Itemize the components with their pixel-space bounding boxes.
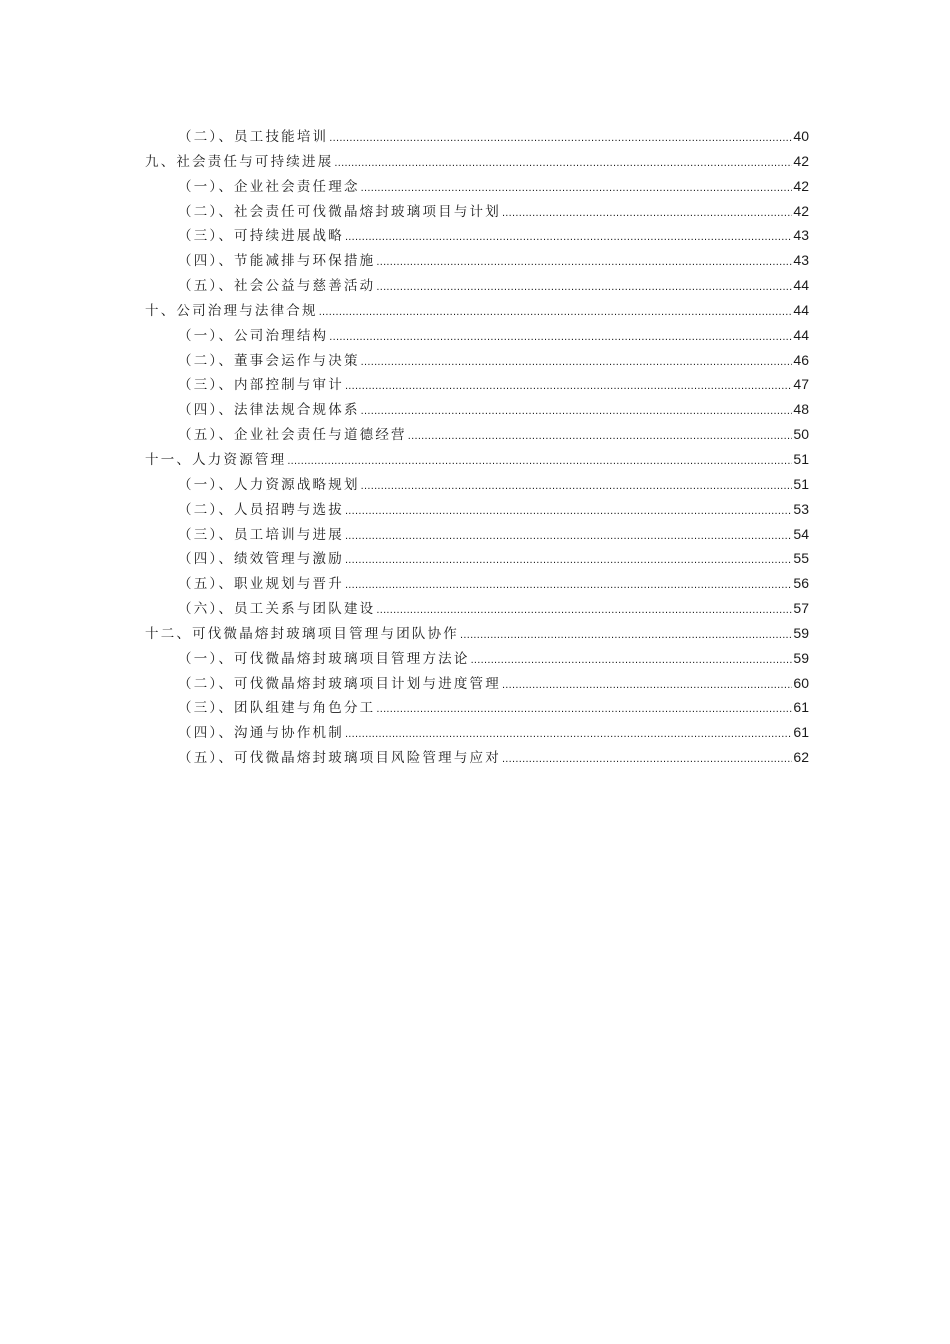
toc-dot-leader [319, 303, 793, 319]
toc-section-entry[interactable] [145, 175, 809, 200]
table-of-contents [145, 125, 809, 771]
toc-section-entry[interactable] [145, 398, 809, 423]
toc-page-number: 54 [793, 525, 809, 542]
toc-section-entry[interactable] [145, 597, 809, 622]
toc-page-number: 47 [793, 376, 809, 393]
toc-page-number: 51 [793, 475, 809, 492]
toc-dot-leader [345, 527, 792, 543]
toc-page-number: 55 [793, 550, 809, 567]
toc-page-number: 53 [793, 500, 809, 517]
toc-section-entry[interactable] [145, 647, 809, 672]
toc-section-entry[interactable] [145, 572, 809, 597]
toc-dot-leader [345, 228, 792, 244]
toc-page-number: 59 [793, 649, 809, 666]
toc-entry-title: （一）、人力资源战略规划 [178, 476, 360, 493]
toc-entry-title: 十、公司治理与法律合规 [145, 302, 318, 319]
toc-entry-title: 九、社会责任与可持续进展 [145, 153, 334, 170]
toc-dot-leader [329, 129, 792, 145]
toc-entry-title: （三）、可持续进展战略 [178, 228, 344, 245]
toc-entry-title: 十一、人力资源管理 [145, 451, 287, 468]
toc-dot-leader [376, 278, 792, 294]
toc-entry-title: （二）、董事会运作与决策 [178, 352, 360, 369]
toc-dot-leader [376, 601, 792, 617]
toc-page-number: 40 [793, 128, 809, 144]
toc-section-entry[interactable] [145, 349, 809, 374]
toc-dot-leader [408, 427, 793, 443]
toc-entry-title: （二）、人员招聘与选拔 [178, 501, 344, 518]
toc-entry-title: （六）、员工关系与团队建设 [178, 601, 376, 618]
toc-dot-leader [361, 353, 793, 369]
toc-page-number: 43 [793, 227, 809, 244]
toc-page-number: 42 [793, 202, 809, 219]
toc-entry-title: （四）、沟通与协作机制 [178, 725, 344, 742]
toc-entry-title: （五）、职业规划与晋升 [178, 576, 344, 593]
toc-entry-title: （一）、企业社会责任理念 [178, 178, 360, 195]
toc-entry-title: （四）、绩效管理与激励 [178, 551, 344, 568]
toc-page-number: 44 [793, 326, 809, 343]
toc-section-entry[interactable] [145, 672, 809, 697]
toc-section-entry[interactable] [145, 249, 809, 274]
toc-section-entry[interactable] [145, 373, 809, 398]
toc-dot-leader [329, 328, 792, 344]
toc-page-number: 42 [793, 177, 809, 194]
toc-page-number: 61 [793, 724, 809, 741]
toc-page-number: 43 [793, 252, 809, 269]
toc-entry-title: （一）、可伐微晶熔封玻璃项目管理方法论 [178, 650, 470, 667]
toc-page-number: 46 [793, 351, 809, 368]
toc-chapter-entry[interactable] [145, 448, 809, 473]
toc-chapter-entry[interactable] [145, 150, 809, 175]
toc-entry-title: （五）、可伐微晶熔封玻璃项目风险管理与应对 [178, 750, 501, 767]
toc-dot-leader [345, 502, 792, 518]
toc-entry-title: （三）、内部控制与审计 [178, 377, 344, 394]
toc-dot-leader [502, 750, 792, 766]
toc-page-number: 44 [793, 277, 809, 294]
toc-page-number: 51 [793, 450, 809, 467]
toc-dot-leader [361, 402, 793, 418]
toc-section-entry[interactable] [145, 274, 809, 299]
toc-page-number: 60 [793, 674, 809, 691]
toc-dot-leader [460, 626, 792, 642]
toc-entry-title: （四）、法律法规合规体系 [178, 402, 360, 419]
toc-entry-title: （二）、社会责任可伐微晶熔封玻璃项目与计划 [178, 203, 501, 220]
toc-entry-title: （二）、员工技能培训 [178, 129, 329, 145]
toc-entry-title: （五）、社会公益与慈善活动 [178, 278, 376, 295]
toc-dot-leader [287, 452, 792, 468]
toc-page-number: 50 [793, 426, 809, 443]
toc-dot-leader [471, 651, 793, 667]
toc-dot-leader [376, 700, 792, 716]
toc-section-entry[interactable] [145, 200, 809, 225]
toc-entry-title: （四）、节能减排与环保措施 [178, 253, 376, 270]
toc-section-entry[interactable] [145, 224, 809, 249]
toc-page-number: 42 [793, 152, 809, 169]
toc-section-entry[interactable] [145, 473, 809, 498]
toc-section-entry[interactable] [145, 523, 809, 548]
toc-section-entry[interactable] [145, 547, 809, 572]
toc-page-number: 56 [793, 575, 809, 592]
toc-dot-leader [345, 576, 792, 592]
toc-dot-leader [345, 725, 792, 741]
toc-page-number: 62 [793, 749, 809, 766]
toc-dot-leader [361, 179, 793, 195]
toc-dot-leader [502, 676, 792, 692]
toc-entry-title: （一）、公司治理结构 [178, 327, 329, 344]
toc-entry-title: （五）、企业社会责任与道德经营 [178, 427, 407, 444]
toc-section-entry[interactable] [145, 125, 809, 150]
toc-section-entry[interactable] [145, 721, 809, 746]
toc-dot-leader [361, 477, 793, 493]
toc-entry-title: （三）、团队组建与角色分工 [178, 700, 376, 717]
toc-page-number: 48 [793, 401, 809, 418]
toc-page-number: 59 [793, 624, 809, 641]
toc-section-entry[interactable] [145, 696, 809, 721]
toc-section-entry[interactable] [145, 746, 809, 771]
toc-section-entry[interactable] [145, 324, 809, 349]
toc-page-number: 57 [793, 600, 809, 617]
toc-chapter-entry[interactable] [145, 299, 809, 324]
toc-dot-leader [345, 377, 792, 393]
toc-chapter-entry[interactable] [145, 622, 809, 647]
toc-dot-leader [502, 204, 792, 220]
toc-dot-leader [345, 551, 792, 567]
toc-section-entry[interactable] [145, 423, 809, 448]
toc-dot-leader [334, 154, 792, 170]
toc-entry-title: 十二、可伐微晶熔封玻璃项目管理与团队协作 [145, 625, 459, 642]
toc-entry-title: （二）、可伐微晶熔封玻璃项目计划与进度管理 [178, 675, 501, 692]
toc-page-number: 61 [793, 699, 809, 716]
toc-page-number: 44 [793, 301, 809, 318]
toc-entry-title: （三）、员工培训与进展 [178, 526, 344, 543]
toc-section-entry[interactable] [145, 498, 809, 523]
toc-dot-leader [376, 253, 792, 269]
